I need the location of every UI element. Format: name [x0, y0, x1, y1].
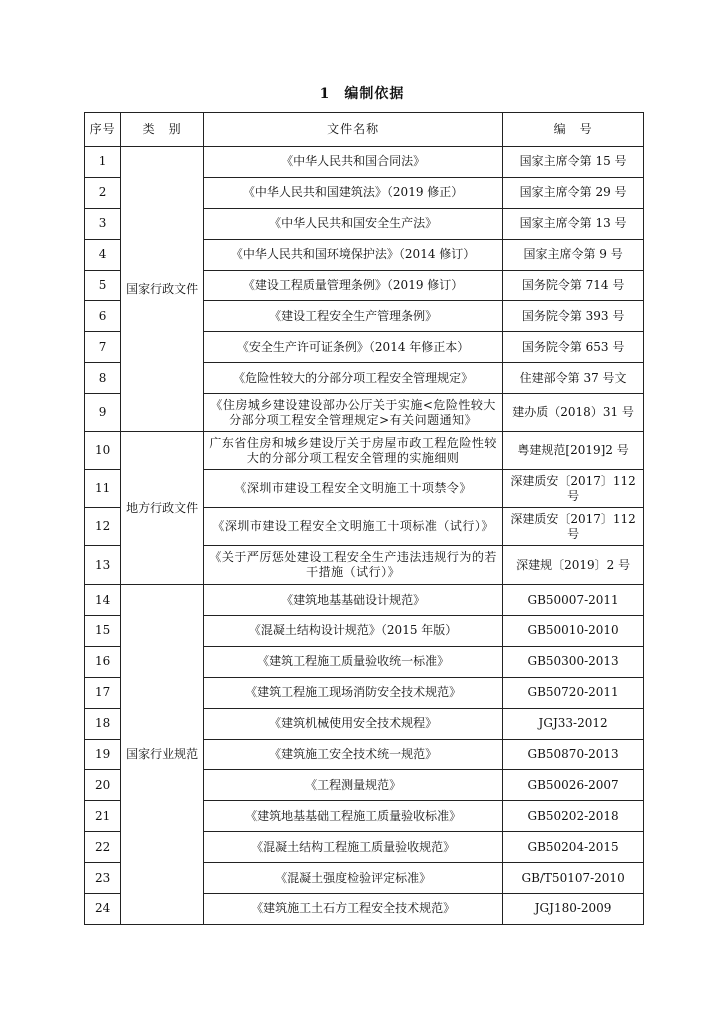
row-category: 国家行业规范 [121, 585, 204, 925]
row-document-name: 《建筑工程施工现场消防安全技术规范》 [204, 677, 503, 708]
row-code: GB50300-2013 [503, 646, 644, 677]
row-index: 24 [85, 894, 121, 925]
row-code: 国务院令第 393 号 [503, 301, 644, 332]
row-code: GB50007-2011 [503, 585, 644, 616]
row-document-name: 《建设工程质量管理条例》（2019 修订） [204, 270, 503, 301]
row-index: 18 [85, 708, 121, 739]
row-document-name: 《工程测量规范》 [204, 770, 503, 801]
row-code: JGJ180-2009 [503, 894, 644, 925]
row-document-name: 《混凝土结构设计规范》（2015 年版） [204, 616, 503, 647]
row-code: JGJ33-2012 [503, 708, 644, 739]
header-code: 编 号 [503, 113, 644, 147]
row-code: 国家主席令第 15 号 [503, 147, 644, 178]
row-document-name: 《建筑施工土石方工程安全技术规范》 [204, 894, 503, 925]
row-index: 13 [85, 546, 121, 585]
row-document-name: 《中华人民共和国安全生产法》 [204, 208, 503, 239]
row-code: 国家主席令第 9 号 [503, 239, 644, 270]
section-number: 1 [319, 86, 331, 102]
row-document-name: 《混凝土强度检验评定标准》 [204, 863, 503, 894]
row-index: 20 [85, 770, 121, 801]
row-document-name: 《建筑地基基础设计规范》 [204, 585, 503, 616]
row-code: 深建规〔2019〕2 号 [503, 546, 644, 585]
row-document-name: 《中华人民共和国建筑法》（2019 修正） [204, 177, 503, 208]
row-index: 6 [85, 301, 121, 332]
basis-table [84, 112, 644, 925]
header-category: 类 别 [121, 113, 204, 147]
row-code: 国家主席令第 13 号 [503, 208, 644, 239]
row-index: 22 [85, 832, 121, 863]
row-index: 9 [85, 394, 121, 432]
row-code: 国务院令第 653 号 [503, 332, 644, 363]
row-index: 14 [85, 585, 121, 616]
table-row [85, 432, 644, 470]
page-title [0, 83, 724, 103]
row-code: GB50010-2010 [503, 616, 644, 647]
row-document-name: 《建筑施工安全技术统一规范》 [204, 739, 503, 770]
row-index: 19 [85, 739, 121, 770]
row-code: GB50202-2018 [503, 801, 644, 832]
row-category: 地方行政文件 [121, 432, 204, 585]
row-document-name: 《住房城乡建设建设部办公厅关于实施<危险性较大分部分项工程安全管理规定>有关问题通知》 [204, 394, 503, 432]
header-index: 序号 [85, 113, 121, 147]
row-code: 建办质（2018）31 号 [503, 394, 644, 432]
section-title: 编制依据 [344, 86, 405, 102]
row-index: 7 [85, 332, 121, 363]
row-code: 住建部令第 37 号文 [503, 363, 644, 394]
row-document-name: 《建筑地基基础工程施工质量验收标准》 [204, 801, 503, 832]
table-row [85, 147, 644, 178]
row-index: 4 [85, 239, 121, 270]
row-index: 1 [85, 147, 121, 178]
row-code: 粤建规范[2019]2 号 [503, 432, 644, 470]
table-header-row [85, 113, 644, 147]
row-index: 23 [85, 863, 121, 894]
row-code: 国家主席令第 29 号 [503, 177, 644, 208]
row-category: 国家行政文件 [121, 147, 204, 432]
row-code: GB50204-2015 [503, 832, 644, 863]
row-document-name: 广东省住房和城乡建设厅关于房屋市政工程危险性较大的分部分项工程安全管理的实施细则 [204, 432, 503, 470]
row-index: 11 [85, 470, 121, 508]
row-document-name: 《深圳市建设工程安全文明施工十项标准（试行）》 [204, 508, 503, 546]
row-index: 5 [85, 270, 121, 301]
row-document-name: 《深圳市建设工程安全文明施工十项禁令》 [204, 470, 503, 508]
row-index: 3 [85, 208, 121, 239]
row-code: GB50870-2013 [503, 739, 644, 770]
row-index: 16 [85, 646, 121, 677]
row-document-name: 《中华人民共和国环境保护法》（2014 修订） [204, 239, 503, 270]
row-document-name: 《安全生产许可证条例》（2014 年修正本） [204, 332, 503, 363]
row-index: 15 [85, 616, 121, 647]
header-name: 文件名称 [204, 113, 503, 147]
row-index: 12 [85, 508, 121, 546]
row-index: 17 [85, 677, 121, 708]
row-index: 10 [85, 432, 121, 470]
row-document-name: 《中华人民共和国合同法》 [204, 147, 503, 178]
row-code: GB50026-2007 [503, 770, 644, 801]
row-code: 国务院令第 714 号 [503, 270, 644, 301]
row-code: GB/T50107-2010 [503, 863, 644, 894]
row-document-name: 《建筑机械使用安全技术规程》 [204, 708, 503, 739]
row-document-name: 《关于严厉惩处建设工程安全生产违法违规行为的若干措施（试行）》 [204, 546, 503, 585]
row-document-name: 《危险性较大的分部分项工程安全管理规定》 [204, 363, 503, 394]
row-code: 深建质安〔2017〕112号 [503, 470, 644, 508]
row-code: 深建质安〔2017〕112号 [503, 508, 644, 546]
row-document-name: 《混凝土结构工程施工质量验收规范》 [204, 832, 503, 863]
row-code: GB50720-2011 [503, 677, 644, 708]
row-document-name: 《建筑工程施工质量验收统一标准》 [204, 646, 503, 677]
row-index: 2 [85, 177, 121, 208]
table-row [85, 585, 644, 616]
row-index: 8 [85, 363, 121, 394]
row-index: 21 [85, 801, 121, 832]
row-document-name: 《建设工程安全生产管理条例》 [204, 301, 503, 332]
table-body [85, 147, 644, 925]
